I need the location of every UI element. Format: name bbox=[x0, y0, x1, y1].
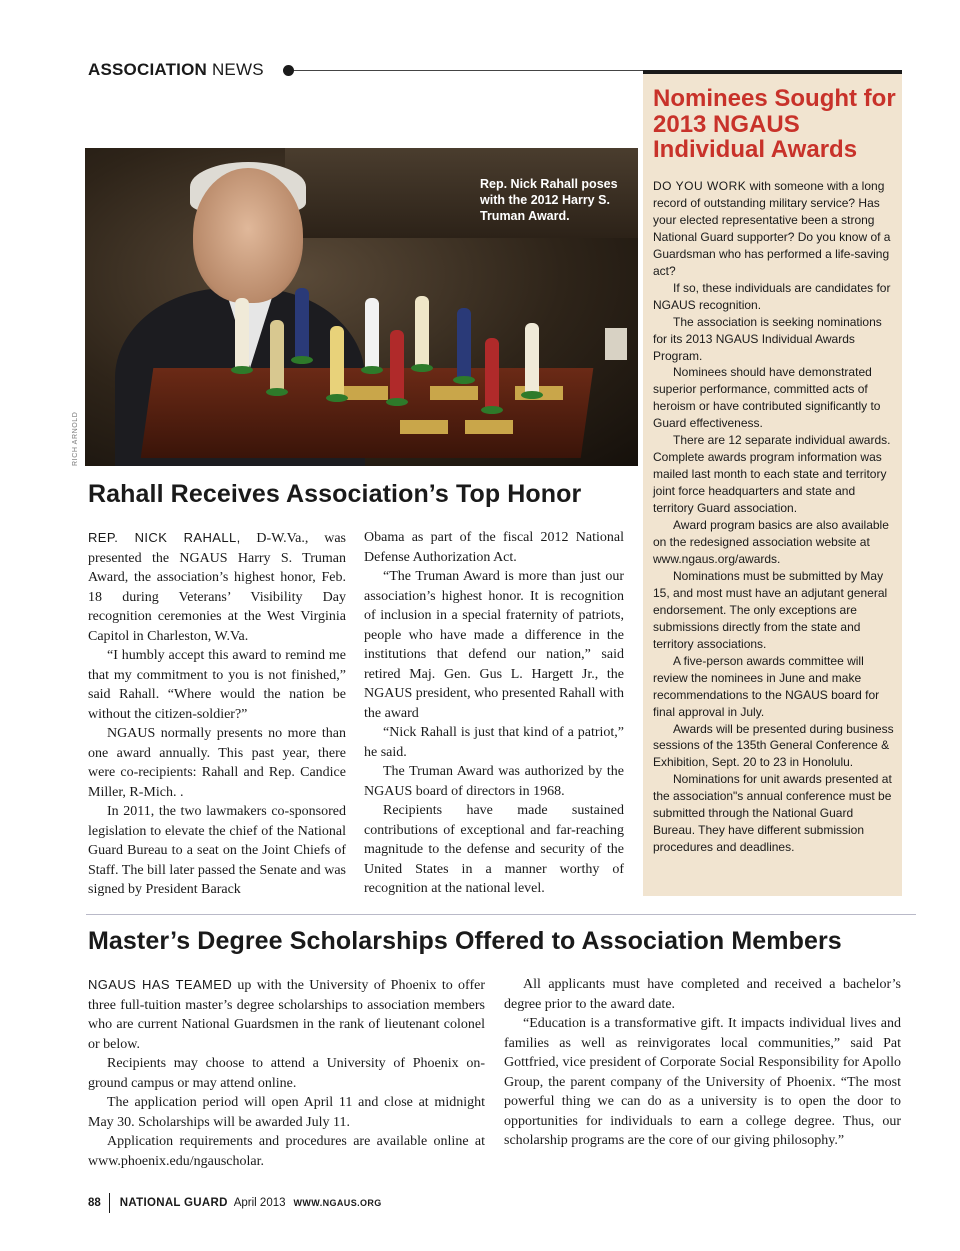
page-number: 88 bbox=[88, 1197, 101, 1209]
paragraph: A five-person awards committee will review the nominees in June and make recommendations to the NGAUS board for final approval in July. bbox=[653, 653, 880, 719]
section-divider bbox=[86, 914, 916, 915]
page-footer bbox=[88, 1193, 382, 1213]
paragraph: NGAUS normally presents no more than one award annually. This past year, there were co-recipients: Rahall and Rep. Candice Miller, R-Mich. . bbox=[88, 726, 346, 800]
section-label bbox=[88, 60, 264, 80]
award-figurine bbox=[330, 326, 344, 398]
section-label-bold: ASSOCIATION bbox=[88, 60, 208, 79]
header-bullet-dot bbox=[283, 65, 294, 76]
paragraph: Obama as part of the fiscal 2012 National Defense Authorization Act. bbox=[364, 530, 624, 565]
paragraph: Recipients may choose to attend a University of Phoenix on-ground campus or may attend online. bbox=[88, 1056, 485, 1091]
award-figurine bbox=[485, 338, 499, 410]
paragraph: The Truman Award was authorized by the NGAUS board of directors in 1968. bbox=[364, 764, 624, 799]
nominees-sidebar bbox=[643, 70, 902, 896]
award-figurine bbox=[235, 298, 249, 370]
scholarship-column-1 bbox=[88, 975, 485, 1171]
paragraph: Nominations for unit awards presented at the association"s annual conference must be submitted through the National Guard Bureau. They have different submission procedures and deadlines. bbox=[653, 772, 892, 855]
paragraph: “I humbly accept this award to remind me that my commitment to you is not finished,” said Rahall. “Where would the nation be without the citizen-soldier?” bbox=[88, 648, 346, 722]
award-plaque bbox=[465, 420, 513, 434]
paragraph: The application period will open April 11 and close at midnight May 30. Scholarships will be awarded July 11. bbox=[88, 1095, 485, 1130]
award-figurine bbox=[457, 308, 471, 380]
rahall-column-1 bbox=[88, 528, 346, 900]
paragraph: Award program basics are also available on the redesigned association website at www.ngaus.org/awards. bbox=[653, 518, 889, 566]
paragraph: Nominations must be submitted by May 15, and most must have an adjutant general endorsement. The only exceptions are submissions directly from the state and territory associations. bbox=[653, 568, 888, 651]
paragraph: Awards will be presented during business sessions of the 135th General Conference & Exhibition, Sept. 20 to 23 in Honolulu. bbox=[653, 721, 894, 770]
award-figurine bbox=[295, 288, 309, 360]
paragraph: “Education is a transformative gift. It impacts individual lives and families as well as reinvigorates local communities,” said Pat Gottfried, vice president of Corporate Social Responsibility for Apollo Group, the parent company of the University of Phoenix. “The most powerful thing we can do as a university is to open the door to opportunities for individuals to earn a college degree. Thus, our scholarship programs are the core of our giving philosophy.” bbox=[504, 1016, 901, 1148]
footer-separator bbox=[109, 1193, 110, 1213]
rahall-runin: REP. NICK RAHALL, bbox=[88, 530, 241, 545]
paragraph: Recipients have made sustained contributions of exceptional and far-reaching magnitude to the defense and security of the United States in a manner worthy of recognition at the national level. bbox=[364, 803, 624, 896]
paragraph: “Nick Rahall is just that kind of a patriot,” he said. bbox=[364, 725, 624, 760]
award-figurine bbox=[270, 320, 284, 392]
photo-credit: RICH ARNOLD bbox=[72, 411, 79, 466]
paragraph: “The Truman Award is more than just our association’s highest honor. It is recognition of inclusion in a special fraternity of patriots, people who have made a difference in the institutions that defend our nation,” said retired Maj. Gen. Gus L. Hargett Jr., the NGAUS president, who presented Rahall with the award bbox=[364, 569, 624, 721]
sidebar-body bbox=[653, 178, 898, 856]
paragraph: Application requirements and procedures are available online at www.phoenix.edu/ngauscholar. bbox=[88, 1134, 485, 1169]
paragraph: DO YOU WORK with someone with a long record of outstanding military service? Has your elected representative been a strong National Guard supporter? Do you know of a Guardsman who has performed a life-saving act? bbox=[653, 179, 891, 278]
sidebar-runin: DO YOU WORK bbox=[653, 179, 747, 193]
award-figurine bbox=[365, 298, 379, 370]
header-rule bbox=[294, 70, 644, 71]
photo-caption: Rep. Nick Rahall poses with the 2012 Harry S. Truman Award. bbox=[480, 177, 618, 223]
sidebar-title: Nominees Sought for 2013 NGAUS Individual Awards bbox=[653, 85, 896, 163]
paragraph: The association is seeking nominations for its 2013 NGAUS Individual Awards Program. bbox=[653, 314, 882, 363]
magazine-name: NATIONAL GUARD bbox=[119, 1197, 228, 1209]
scholarship-column-2 bbox=[504, 975, 901, 1151]
paragraph: In 2011, the two lawmakers co-sponsored legislation to elevate the chief of the National Guard Bureau to a seat on the Joint Chiefs of Staff. The bill later passed the Senate and was signed by President Barack bbox=[88, 804, 346, 897]
issue-date: April 2013 bbox=[233, 1197, 286, 1209]
award-figurine bbox=[415, 296, 429, 368]
rahall-column-2 bbox=[364, 528, 624, 899]
paragraph: All applicants must have completed and received a bachelor’s degree prior to the award date. bbox=[504, 977, 901, 1012]
paragraph: If so, these individuals are candidates for NGAUS recognition. bbox=[653, 280, 891, 312]
paragraph: There are 12 separate individual awards. Complete awards program information was mailed last month to each state and territory joint force headquarters and state and territory Guard association. bbox=[653, 433, 891, 516]
paragraph: NGAUS HAS TEAMED up with the University of Phoenix to offer three full-tuition master’s degree scholarships to association members who are current National Guardsmen in the rank of lieutenant colonel or below. bbox=[88, 977, 485, 1052]
award-plaque bbox=[400, 420, 448, 434]
photo-cup bbox=[605, 328, 627, 360]
scholarship-runin: NGAUS HAS TEAMED bbox=[88, 977, 233, 992]
scholarship-headline: Master’s Degree Scholarships Offered to Association Members bbox=[88, 927, 842, 955]
section-label-rest: NEWS bbox=[207, 60, 264, 79]
award-plaque bbox=[430, 386, 478, 400]
photo-face bbox=[193, 168, 303, 303]
rahall-photo bbox=[85, 148, 638, 466]
award-figurine bbox=[390, 330, 404, 402]
website-link[interactable]: WWW.NGAUS.ORG bbox=[293, 1198, 382, 1208]
award-figurine bbox=[525, 323, 539, 395]
paragraph: Nominees should have demonstrated superior performance, committed acts of heroism or have contributed significantly to Guard effectiveness. bbox=[653, 365, 881, 431]
rahall-headline: Rahall Receives Association’s Top Honor bbox=[88, 480, 582, 508]
paragraph: REP. NICK RAHALL, D-W.Va., was presented the NGAUS Harry S. Truman Award, the association’s highest honor, Feb. 18 during Veterans’ Visibility Day recognition ceremonies at the West Virginia Capitol in Charleston, W.Va. bbox=[88, 530, 346, 644]
